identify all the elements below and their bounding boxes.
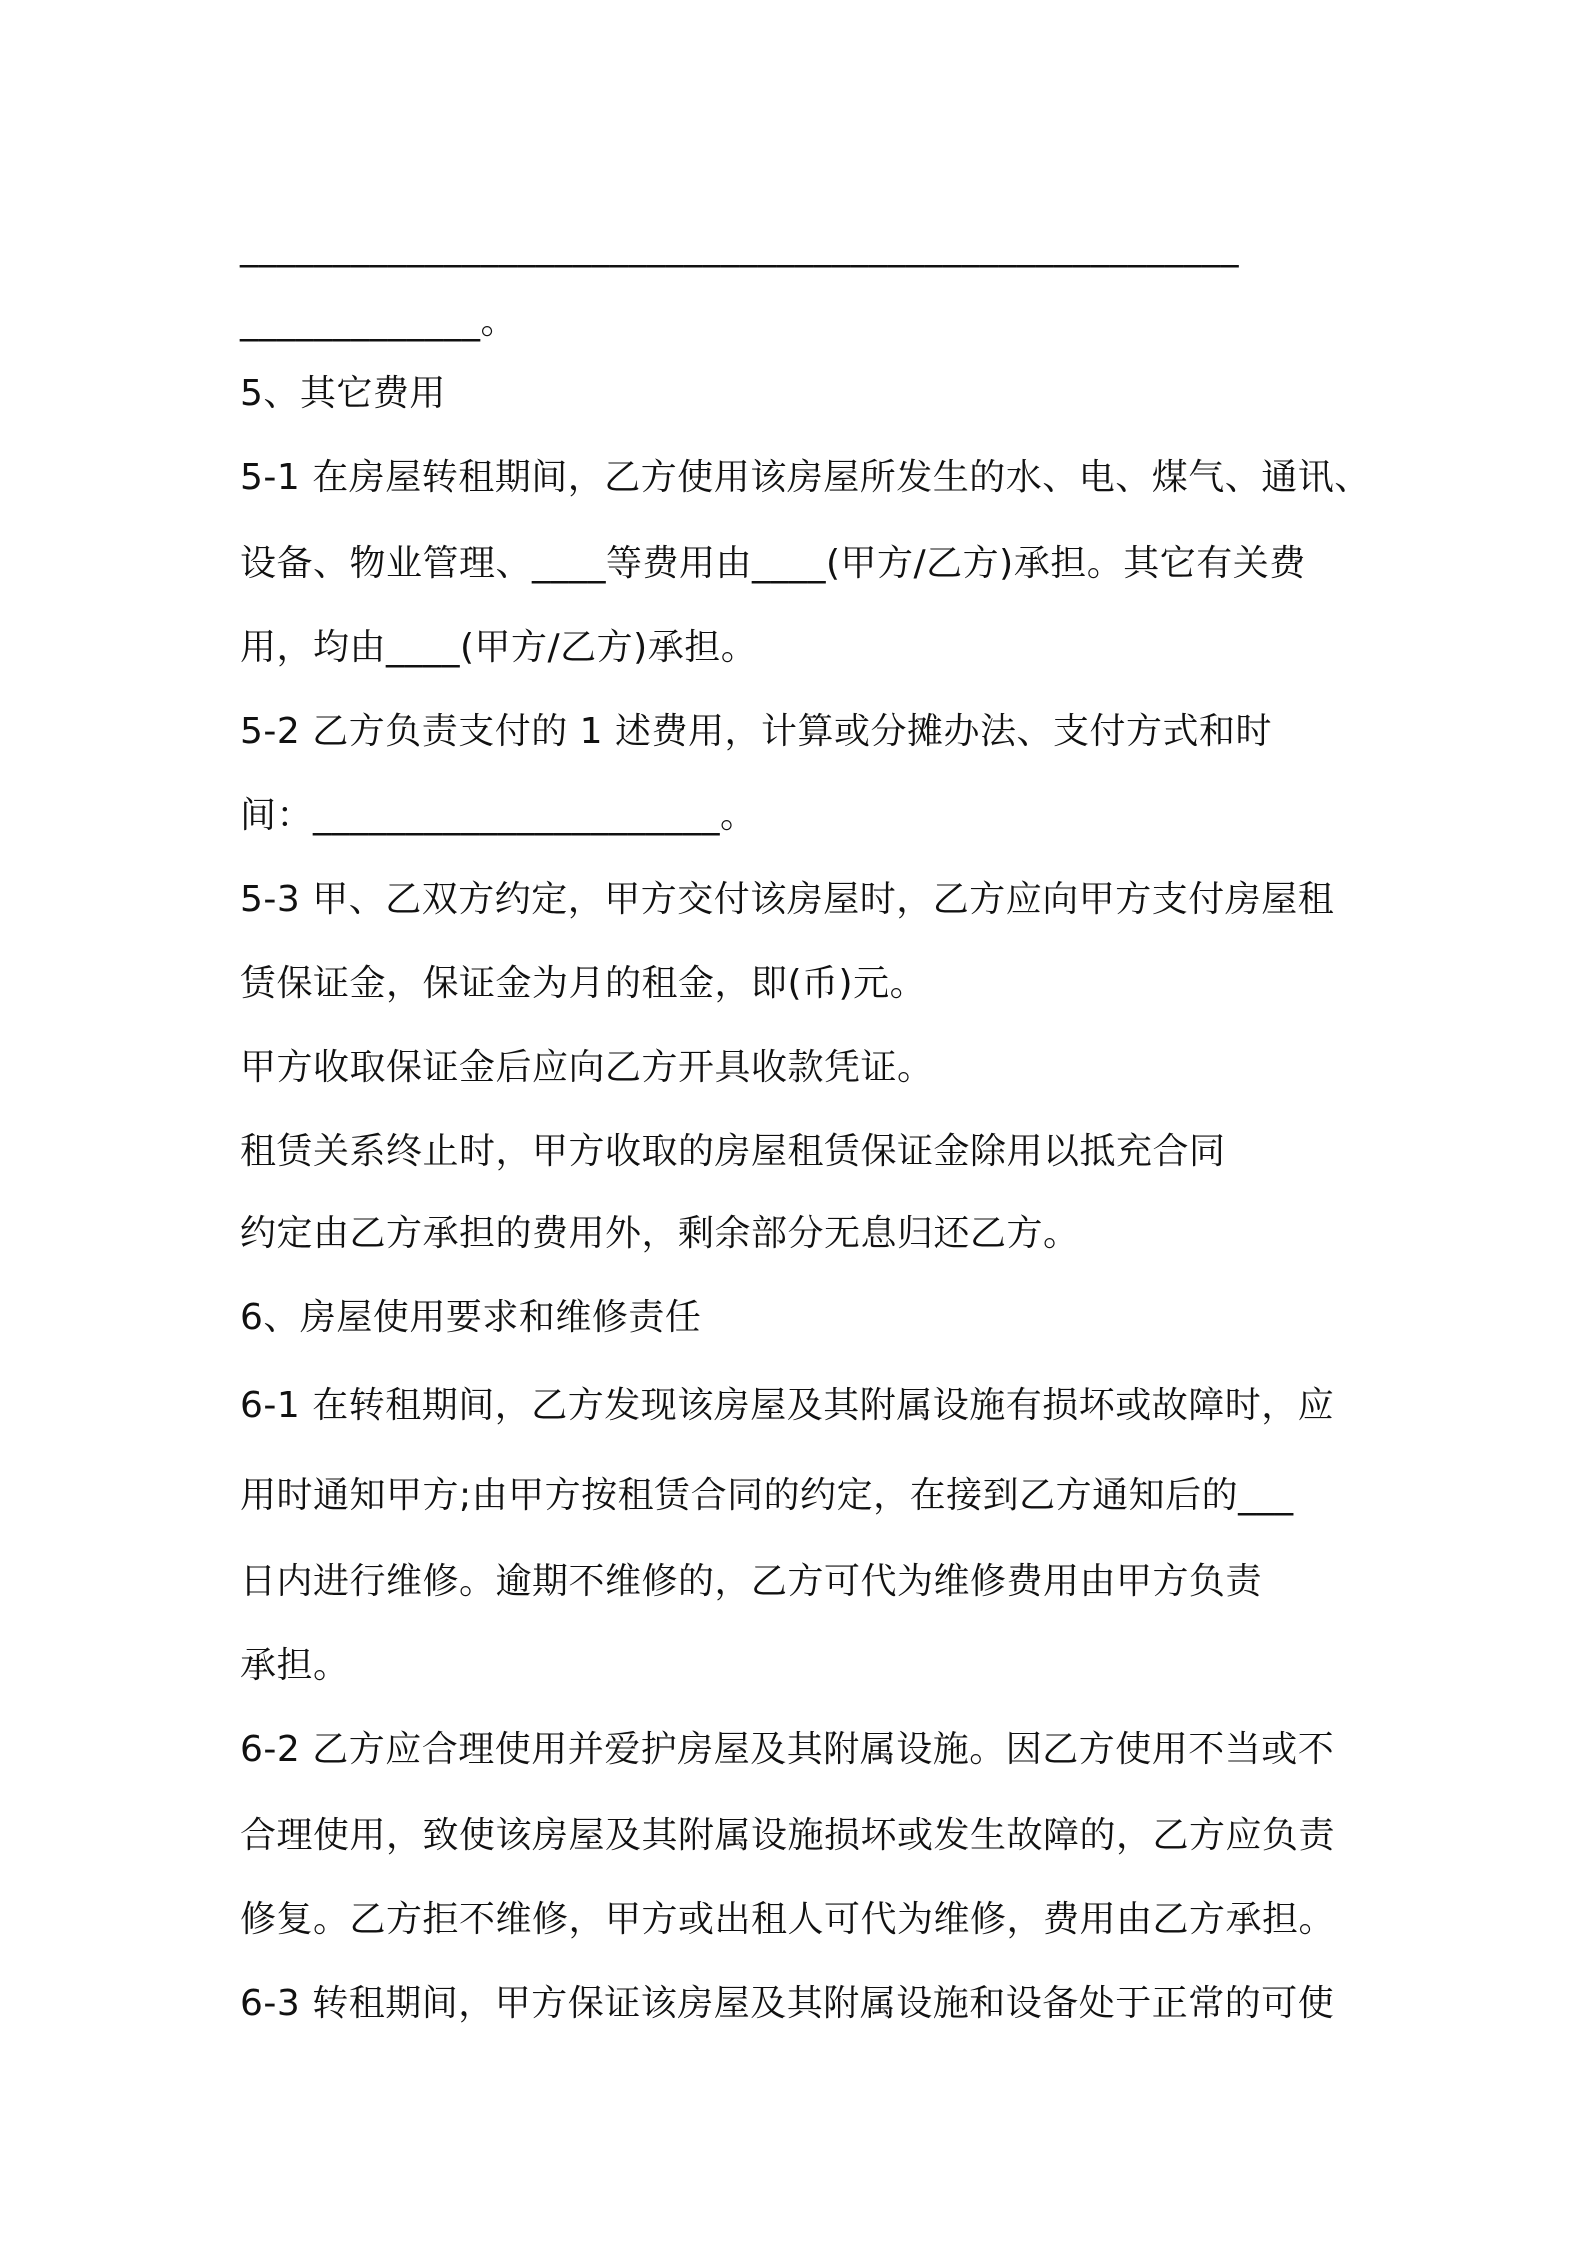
text-line: 6-3 转租期间，甲方保证该房屋及其附属设施和设备处于正常的可使 <box>240 1983 1335 2024</box>
text-line: 修复。乙方拒不维修，甲方或出租人可代为维修，费用由乙方承担。 <box>240 1899 1336 1940</box>
section-heading: 6、房屋使用要求和维修责任 <box>240 1297 702 1338</box>
text-line: 设备、物业管理、____等费用由____(甲方/乙方)承担。其它有关费 <box>240 543 1306 584</box>
text-line: 6-2 乙方应合理使用并爱护房屋及其附属设施。因乙方使用不当或不 <box>240 1729 1335 1770</box>
section-heading: 5、其它费用 <box>240 373 446 414</box>
text-line: 5-2 乙方负责支付的 1 述费用，计算或分摊办法、支付方式和时 <box>240 711 1273 752</box>
text-line: 6-1 在转租期间，乙方发现该房屋及其附属设施有损坏或故障时，应 <box>240 1385 1335 1426</box>
text-line: 用时通知甲方;由甲方按租赁合同的约定，在接到乙方通知后的___ <box>240 1475 1294 1516</box>
text-line: 合理使用，致使该房屋及其附属设施损坏或发生故障的，乙方应负责 <box>240 1815 1336 1856</box>
text-line: _____________。 <box>240 301 517 342</box>
text-line: 承担。 <box>240 1645 350 1686</box>
text-line: 甲方收取保证金后应向乙方开具收款凭证。 <box>240 1047 934 1088</box>
text-line: 间：______________________。 <box>240 795 757 836</box>
text-line: 赁保证金，保证金为月的租金，即(币)元。 <box>240 963 927 1004</box>
text-line: 5-1 在房屋转租期间，乙方使用该房屋所发生的水、电、煤气、通讯、 <box>240 457 1371 498</box>
text-line: 5-3 甲、乙双方约定，甲方交付该房屋时，乙方应向甲方支付房屋租 <box>240 879 1335 920</box>
text-line: 日内进行维修。逾期不维修的，乙方可代为维修费用由甲方负责 <box>240 1561 1263 1602</box>
text-line: ______________________________________________________ <box>240 227 1239 268</box>
text-line: 约定由乙方承担的费用外，剩余部分无息归还乙方。 <box>240 1213 1080 1254</box>
text-line: 用，均由____(甲方/乙方)承担。 <box>240 627 758 668</box>
text-line: 租赁关系终止时，甲方收取的房屋租赁保证金除用以抵充合同 <box>240 1131 1226 1172</box>
